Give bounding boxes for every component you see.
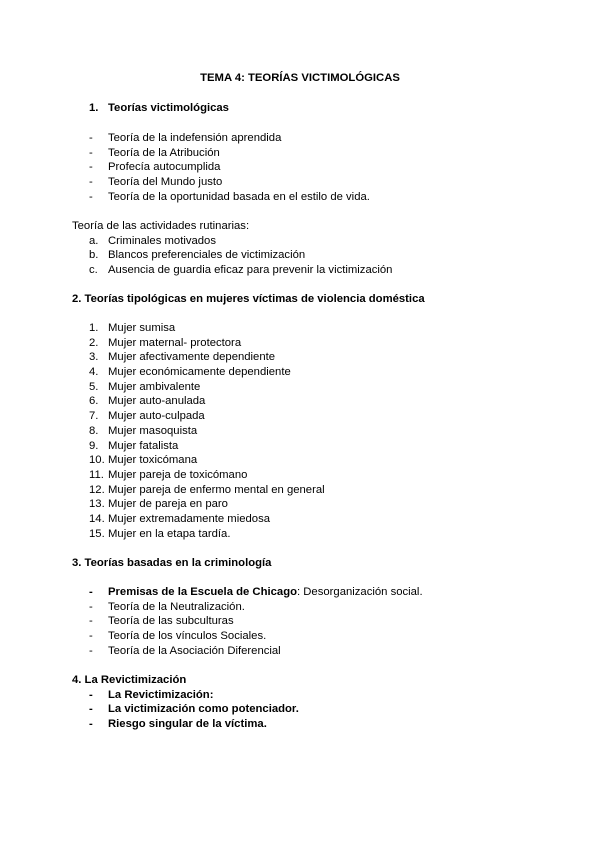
dash-bullet: - bbox=[89, 146, 93, 159]
list-item: 4. Mujer económicamente dependiente bbox=[89, 366, 291, 379]
list-item: 14. Mujer extremadamente miedosa bbox=[89, 512, 270, 525]
list-item: - Teoría de la Asociación Diferencial bbox=[72, 644, 552, 659]
list-item: 13. Mujer de pareja en paro bbox=[89, 498, 228, 511]
dash-bullet: - bbox=[89, 190, 93, 203]
list-item: 8. Mujer masoquista bbox=[89, 424, 198, 437]
list-item: - La victimización como potenciador. bbox=[72, 702, 552, 717]
list-item: - Teoría del Mundo justo bbox=[72, 175, 552, 190]
section2-heading: 2. Teorías tipológicas en mujeres víctimas de violencia doméstica bbox=[72, 293, 425, 305]
dash-bullet: - bbox=[89, 132, 93, 144]
list-item: 6. Mujer auto-anulada bbox=[89, 395, 206, 408]
routine-intro: Teoría de las actividades rutinarias: bbox=[72, 220, 250, 232]
list-item: - Premisas de la Escuela de Chicago: Desorganización social. bbox=[72, 585, 552, 600]
dash-bullet: - bbox=[89, 644, 93, 657]
dash-bullet: - bbox=[89, 176, 93, 189]
dash-bullet: - bbox=[89, 688, 93, 701]
dash-bullet: - bbox=[89, 586, 93, 598]
section1-heading bbox=[72, 101, 552, 116]
dash-bullet: - bbox=[89, 630, 93, 643]
list-item: - Teoría de la Neutralización. bbox=[72, 600, 552, 615]
list-item: 10. Mujer toxicómana bbox=[89, 454, 198, 467]
list-item: - Profecía autocumplida bbox=[72, 160, 552, 175]
section4 bbox=[72, 673, 552, 732]
list-item: - Riesgo singular de la víctima. bbox=[72, 717, 552, 732]
section1-number: 1. bbox=[89, 102, 99, 114]
list-item: 3. Mujer afectivamente dependiente bbox=[89, 351, 276, 364]
list-item: 11. Mujer pareja de toxicómano bbox=[89, 468, 248, 481]
dash-bullet: - bbox=[89, 615, 93, 628]
section1-list bbox=[72, 131, 552, 204]
list-item: - Teoría de los vínculos Sociales. bbox=[72, 629, 552, 644]
section3-list bbox=[72, 585, 552, 658]
list-item: - Teoría de la indefensión aprendida bbox=[72, 131, 552, 146]
section1-heading-text: Teorías victimológicas bbox=[108, 102, 229, 114]
list-item: 12. Mujer pareja de enfermo mental en general bbox=[89, 483, 325, 496]
dash-bullet: - bbox=[89, 161, 93, 174]
list-item: 5. Mujer ambivalente bbox=[89, 380, 201, 393]
list-item: 15. Mujer en la etapa tardía. bbox=[89, 527, 231, 540]
dash-bullet: - bbox=[89, 600, 93, 613]
dash-bullet: - bbox=[89, 718, 93, 731]
dash-bullet: - bbox=[89, 703, 93, 716]
list-item: - Teoría de la Atribución bbox=[72, 146, 552, 161]
list-item: - Teoría de las subculturas bbox=[72, 614, 552, 629]
document-title: TEMA 4: TEORÍAS VICTIMOLÓGICAS bbox=[200, 72, 400, 84]
list-item: a. Criminales motivados bbox=[89, 234, 216, 247]
list-item: 7. Mujer auto-culpada bbox=[89, 410, 205, 423]
list-item: - La Revictimización: bbox=[72, 688, 552, 703]
list-item: 1. Mujer sumisa bbox=[89, 322, 176, 334]
section2-list bbox=[72, 321, 552, 541]
list-item: 2. Mujer maternal- protectora bbox=[89, 336, 242, 349]
section4-heading: 4. La Revictimización bbox=[72, 674, 187, 686]
list-item: 9. Mujer fatalista bbox=[89, 439, 179, 452]
routine-activities bbox=[72, 219, 552, 278]
section3-heading: 3. Teorías basadas en la criminología bbox=[72, 557, 272, 569]
list-item: b. Blancos preferenciales de victimización bbox=[89, 249, 306, 262]
list-item: - Teoría de la oportunidad basada en el estilo de vida. bbox=[72, 190, 552, 205]
list-item: c. Ausencia de guardia eficaz para prevenir la victimización bbox=[89, 264, 393, 277]
